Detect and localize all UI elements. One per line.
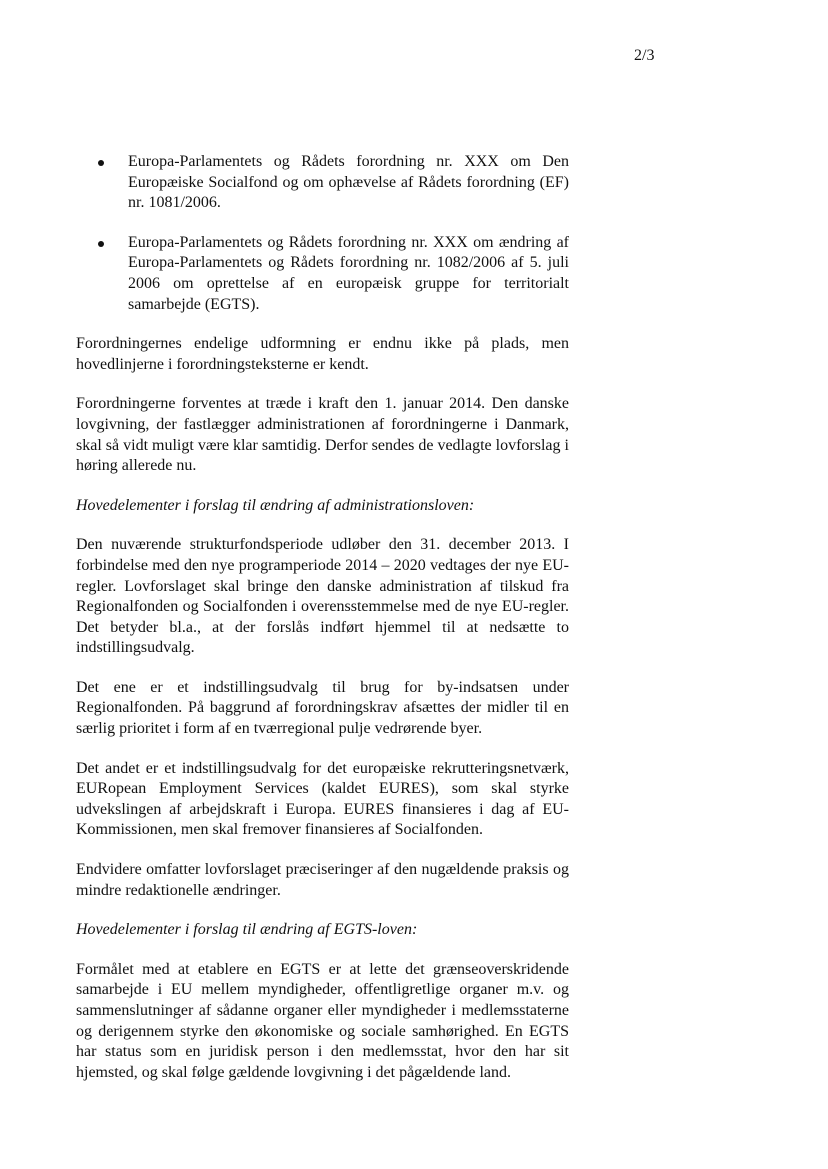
- section-heading-egts: Hovedelementer i forslag til ændring af EGTS-loven:: [76, 921, 418, 939]
- paragraph-status: Forordningernes endelige udformning er endnu ikke på plads, men hovedlinjerne i forordningsteksterne er kendt.: [76, 335, 569, 373]
- regulation-list: [76, 152, 569, 315]
- section-heading-administration: Hovedelementer i forslag til ændring af administrationsloven:: [76, 496, 475, 514]
- paragraph-timeline: Forordningerne forventes at træde i kraft den 1. januar 2014. Den danske lovgivning, der fastlægger administrationen af forordningerne i Danmark, skal så vidt muligt være klar samtidig. Derfor sendes de vedlagte lovforslag i høring allerede nu.: [76, 395, 569, 475]
- paragraph-egts-purpose: Formålet med at etablere en EGTS er at lette det grænseoverskridende samarbejde i EU mellem myndigheder, offentligretlige organer m.v. og sammenslutninger af sådanne organer eller myndigheder i medlemsstaterne og derigennem styrke den økonomiske og sociale samhørighed. En EGTS har status som en juridisk person i den medlemsstat, hvor den har sit hjemsted, og skal følge gældende lovgivning i det pågældende land.: [76, 960, 569, 1081]
- bullet-icon: [98, 241, 104, 247]
- paragraph-second-committee: Det andet er et indstillingsudvalg for det europæiske rekrutteringsnetværk, EURopean Employment Services (kaldet EURES), som skal styrke udvekslingen af arbejdskraft i Europa. EURES finansieres i dag af EU-Kommissionen, men skal fremover finansieres af Socialfonden.: [76, 759, 569, 839]
- list-item: [76, 152, 569, 214]
- list-item-text: Europa-Parlamentets og Rådets forordning nr. XXX om Den Europæiske Socialfond og om ophævelse af Rådets forordning (EF) nr. 1081/2006.: [128, 153, 569, 212]
- page-number: 2/3: [634, 47, 655, 64]
- paragraph-first-committee: Det ene er et indstillingsudvalg til brug for by-indsatsen under Regionalfonden. På baggrund af forordningskrav afsættes der midler til en særlig prioritet i form af en tværregional pulje vedrørende byer.: [76, 678, 569, 738]
- paragraph-clarifications: Endvidere omfatter lovforslaget præciseringer af den nugældende praksis og mindre redaktionelle ændringer.: [76, 861, 569, 899]
- bullet-icon: [98, 160, 104, 166]
- document-body: [76, 152, 569, 1102]
- paragraph-structural-funds: Den nuværende strukturfondsperiode udløber den 31. december 2013. I forbindelse med den nye programperiode 2014 – 2020 vedtages der nye EU-regler. Lovforslaget skal bringe den danske administration af tilskud fra Regionalfonden og Socialfonden i overensstemmelse med de nye EU-regler. Det betyder bl.a., at der forslås indført hjemmel til at nedsætte to indstillingsudvalg.: [76, 536, 569, 657]
- list-item-text: Europa-Parlamentets og Rådets forordning nr. XXX om ændring af Europa-Parlamentets og Rådets forordning nr. 1082/2006 af 5. juli 2006 om oprettelse af en europæisk gruppe for territorialt samarbejde (EGTS).: [128, 233, 569, 313]
- list-item: [76, 233, 569, 315]
